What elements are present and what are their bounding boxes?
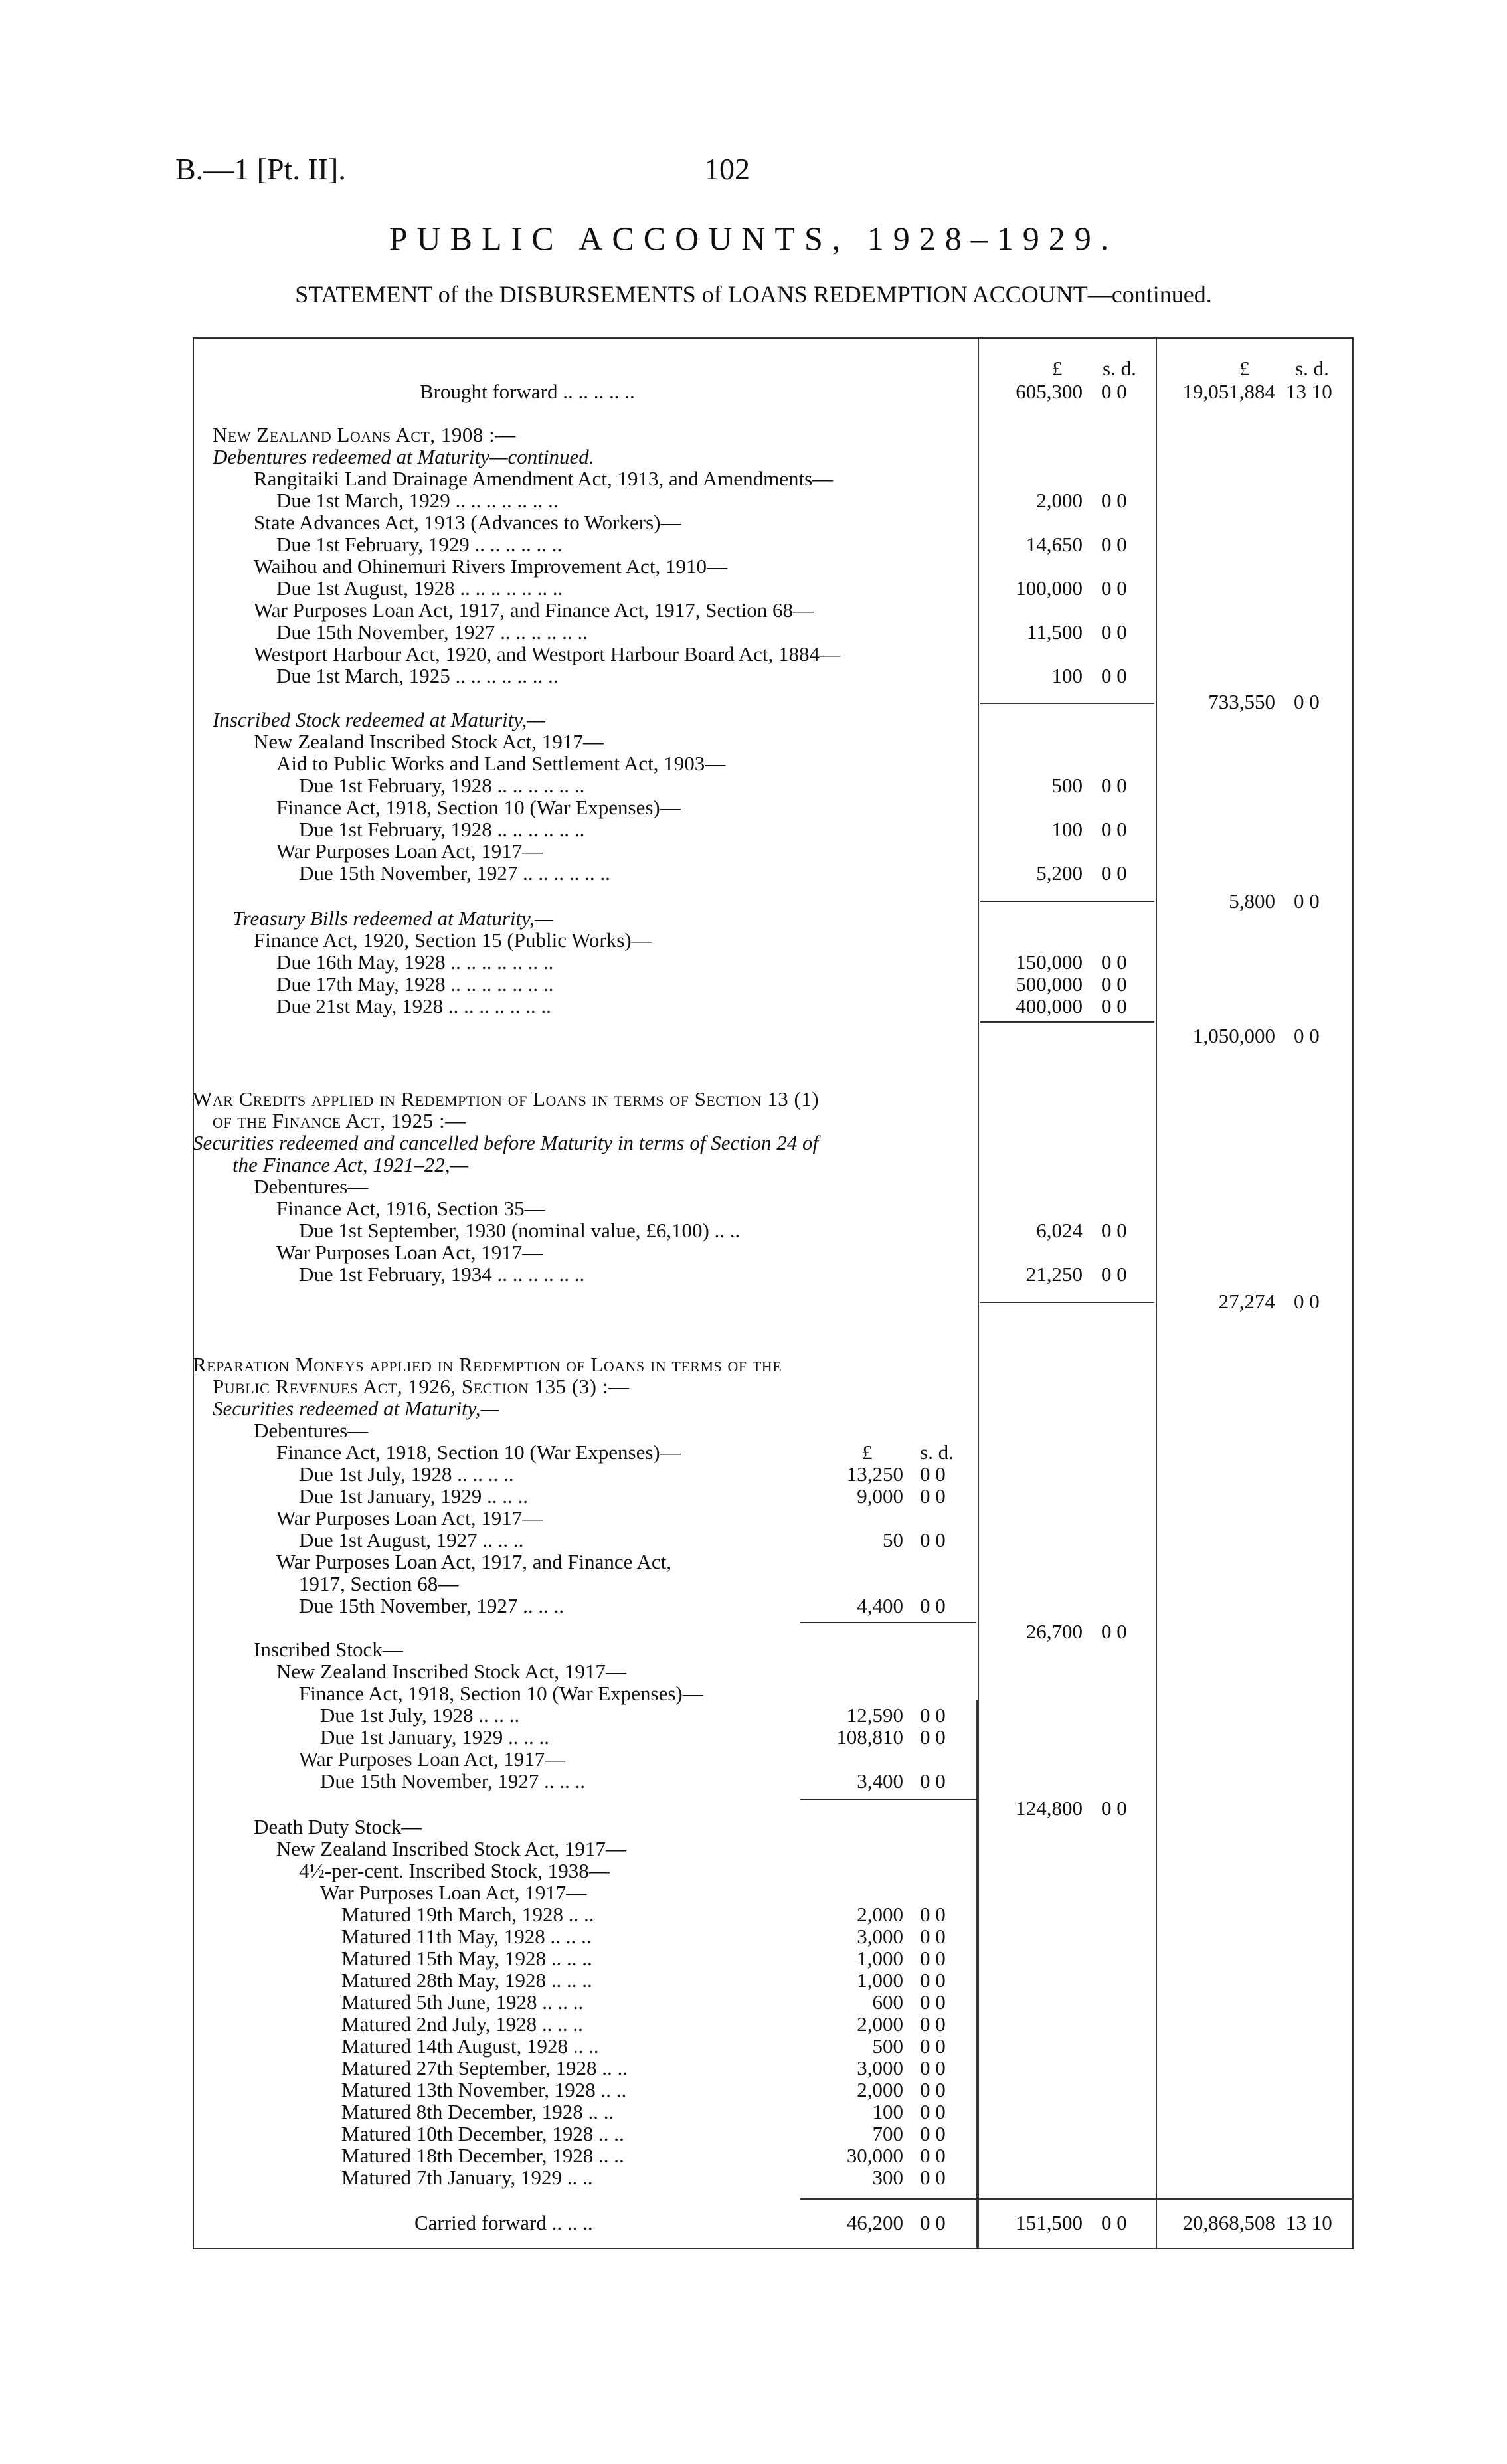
matured-amount-sd: 0 0 <box>920 2056 946 2079</box>
amount: 6,024 <box>1036 1219 1083 1242</box>
amount-sd: 0 0 <box>1101 533 1127 556</box>
inner-subtotal-rule <box>800 1799 976 1800</box>
inner-amount: 4,400 <box>857 1594 903 1617</box>
matured-row: Matured 7th January, 1929 .. .. <box>341 2166 593 2189</box>
col-header-pounds-2: £ <box>1239 357 1250 380</box>
entry-line: Due 1st August, 1927 .. .. .. <box>299 1528 524 1551</box>
subgroup-total: 26,700 <box>1025 1620 1083 1643</box>
page-reference: B.—1 [Pt. II]. <box>175 152 346 186</box>
section-total: 5,800 <box>1229 889 1275 913</box>
inner-amount-sd: 0 0 <box>920 1484 946 1508</box>
amount: 100,000 <box>1016 576 1083 600</box>
amount-sd: 0 0 <box>1101 972 1127 996</box>
section-total-sd: 0 0 <box>1294 690 1320 713</box>
section-total: 733,550 <box>1208 690 1275 713</box>
entry-line: War Purposes Loan Act, 1917, and Finance Act, <box>276 1550 671 1573</box>
page-title: PUBLIC ACCOUNTS, 1928–1929. <box>389 220 1118 257</box>
amount: 100 <box>1051 664 1083 687</box>
entry-line: Finance Act, 1918, Section 10 (War Expenses)— <box>276 1441 681 1464</box>
entry-line: Due 1st July, 1928 .. .. .. <box>320 1704 520 1727</box>
matured-amount: 600 <box>872 1990 903 2014</box>
carried-forward-inner-amount: 46,200 <box>846 2211 903 2234</box>
matured-amount: 30,000 <box>846 2144 903 2167</box>
matured-row: Matured 2nd July, 1928 .. .. .. <box>341 2012 583 2036</box>
matured-row: Matured 14th August, 1928 .. .. <box>341 2034 599 2058</box>
subgroup-total-sd: 0 0 <box>1101 1620 1127 1643</box>
entry-line: State Advances Act, 1913 (Advances to Workers)— <box>254 511 681 534</box>
matured-amount-sd: 0 0 <box>920 2078 946 2101</box>
amount-sd: 0 0 <box>1101 818 1127 841</box>
amount-sd: 0 0 <box>1101 489 1127 512</box>
section-sub-debentures: Debentures redeemed at Maturity—continued. <box>213 445 594 468</box>
inner-amount-sd: 0 0 <box>920 1462 946 1486</box>
inner-amount-sd: 0 0 <box>920 1725 946 1749</box>
entry-line: Due 15th November, 1927 .. .. .. <box>299 1594 565 1617</box>
entry-line: War Purposes Loan Act, 1917, and Finance Act, 1917, Section 68— <box>254 598 814 622</box>
matured-row: Matured 11th May, 1928 .. .. .. <box>341 1925 592 1948</box>
subgroup-total: 124,800 <box>1016 1797 1083 1820</box>
matured-amount-sd: 0 0 <box>920 1969 946 1992</box>
entry-line: War Purposes Loan Act, 1917— <box>320 1881 587 1904</box>
inner-amount: 9,000 <box>857 1484 903 1508</box>
matured-amount-sd: 0 0 <box>920 2034 946 2058</box>
inner-amount-sd: 0 0 <box>920 1769 946 1793</box>
entry-line: Due 1st January, 1929 .. .. .. <box>320 1725 549 1749</box>
matured-row: Matured 19th March, 1928 .. .. <box>341 1903 594 1926</box>
section-sub-securities-cont: the Finance Act, 1921–22,— <box>232 1153 469 1176</box>
matured-amount-sd: 0 0 <box>920 1990 946 2014</box>
section-total-sd: 0 0 <box>1294 889 1320 913</box>
entry-line: War Purposes Loan Act, 1917— <box>276 839 543 863</box>
section-heading-reparation: Reparation Moneys applied in Redemption of Loans in terms of the <box>193 1353 782 1376</box>
matured-amount-sd: 0 0 <box>920 1903 946 1926</box>
amount: 400,000 <box>1016 994 1083 1017</box>
entry-line: War Purposes Loan Act, 1917— <box>299 1747 566 1771</box>
entry-line: Due 1st February, 1934 .. .. .. .. .. .. <box>299 1263 585 1286</box>
col-header-sd-2: s. d. <box>1295 357 1329 380</box>
matured-amount: 3,000 <box>857 1925 903 1948</box>
section-sub-securities: Securities redeemed at Maturity,— <box>213 1397 499 1420</box>
inner-amount: 12,590 <box>846 1704 903 1727</box>
amount-sd: 0 0 <box>1101 994 1127 1017</box>
entry-line: Due 1st February, 1928 .. .. .. .. .. .. <box>299 774 585 797</box>
column-rule-1 <box>978 337 979 2248</box>
matured-amount-sd: 0 0 <box>920 1925 946 1948</box>
entry-line: Rangitaiki Land Drainage Amendment Act, 1913, and Amendments— <box>254 467 834 490</box>
inner-amount-sd: 0 0 <box>920 1528 946 1551</box>
subtotal-rule <box>980 1302 1154 1303</box>
section-heading-nz-loans-act: New Zealand Loans Act, 1908 :— <box>213 423 516 446</box>
brought-forward-label: Brought forward .. .. .. .. .. <box>420 380 635 403</box>
matured-row: Matured 8th December, 1928 .. .. <box>341 2100 614 2123</box>
matured-row: Matured 15th May, 1928 .. .. .. <box>341 1947 592 1970</box>
section-sub-treasury-bills: Treasury Bills redeemed at Maturity,— <box>232 907 553 930</box>
amount: 14,650 <box>1025 533 1083 556</box>
entry-line: Due 15th November, 1927 .. .. .. <box>320 1769 586 1793</box>
amount: 21,250 <box>1025 1263 1083 1286</box>
entry-line: New Zealand Inscribed Stock Act, 1917— <box>254 730 604 753</box>
page-number: 102 <box>704 152 750 186</box>
matured-amount: 100 <box>872 2100 903 2123</box>
entry-line: Due 17th May, 1928 .. .. .. .. .. .. .. <box>276 972 554 996</box>
entry-line: Due 15th November, 1927 .. .. .. .. .. .. <box>299 861 610 885</box>
entry-line: Death Duty Stock— <box>254 1815 422 1838</box>
entry-line: New Zealand Inscribed Stock Act, 1917— <box>276 1660 626 1683</box>
matured-amount: 1,000 <box>857 1969 903 1992</box>
entry-line: Waihou and Ohinemuri Rivers Improvement Act, 1910— <box>254 555 727 578</box>
entry-line: Due 1st January, 1929 .. .. .. <box>299 1484 528 1508</box>
matured-amount: 700 <box>872 2122 903 2145</box>
amount: 500,000 <box>1016 972 1083 996</box>
carried-forward-amount-1: 151,500 <box>1016 2211 1083 2234</box>
matured-amount: 1,000 <box>857 1947 903 1970</box>
matured-amount: 3,000 <box>857 2056 903 2079</box>
entry-line: Due 1st September, 1930 (nominal value, £6,100) .. .. <box>299 1219 741 1242</box>
amount: 100 <box>1051 818 1083 841</box>
matured-row: Matured 28th May, 1928 .. .. .. <box>341 1969 592 1992</box>
inner-subtotal-rule <box>800 1622 976 1623</box>
inner-column-rule <box>976 1700 978 2248</box>
section-sub-inscribed-stock: Inscribed Stock redeemed at Maturity,— <box>213 708 545 731</box>
entry-line: Due 1st August, 1928 .. .. .. .. .. .. .. <box>276 576 563 600</box>
inner-amount: 108,810 <box>836 1725 903 1749</box>
matured-amount: 2,000 <box>857 2078 903 2101</box>
matured-amount: 300 <box>872 2166 903 2189</box>
carried-forward-sd-1: 0 0 <box>1101 2211 1127 2234</box>
brought-forward-sd-1: 0 0 <box>1101 380 1127 403</box>
matured-amount: 2,000 <box>857 2012 903 2036</box>
section-sub-securities: Securities redeemed and cancelled before Maturity in terms of Section 24 of <box>193 1131 819 1154</box>
subgroup-total-sd: 0 0 <box>1101 1797 1127 1820</box>
matured-row: Matured 27th September, 1928 .. .. <box>341 2056 628 2079</box>
entry-line: Finance Act, 1918, Section 10 (War Expenses)— <box>276 796 681 819</box>
amount-sd: 0 0 <box>1101 620 1127 644</box>
inner-col-header-sd: s. d. <box>920 1441 954 1464</box>
entry-line: Inscribed Stock— <box>254 1638 403 1661</box>
entry-line: 1917, Section 68— <box>299 1572 459 1595</box>
matured-amount-sd: 0 0 <box>920 1947 946 1970</box>
subtotal-rule <box>980 901 1154 902</box>
entry-line: Due 1st March, 1929 .. .. .. .. .. .. .. <box>276 489 559 512</box>
carried-forward-label: Carried forward .. .. .. <box>414 2211 593 2234</box>
col-header-sd-1: s. d. <box>1103 357 1136 380</box>
inner-amount: 3,400 <box>857 1769 903 1793</box>
amount-sd: 0 0 <box>1101 576 1127 600</box>
amount-sd: 0 0 <box>1101 861 1127 885</box>
matured-amount: 2,000 <box>857 1903 903 1926</box>
section-total: 27,274 <box>1218 1290 1275 1313</box>
matured-amount: 500 <box>872 2034 903 2058</box>
brought-forward-sd-2: 13 10 <box>1286 380 1332 403</box>
entry-line: Westport Harbour Act, 1920, and Westport Harbour Board Act, 1884— <box>254 642 840 665</box>
statement-subtitle: STATEMENT of the DISBURSEMENTS of LOANS REDEMPTION ACCOUNT—continued. <box>295 281 1212 308</box>
section-heading-reparation-cont: Public Revenues Act, 1926, Section 135 (3) :— <box>213 1375 630 1398</box>
entry-line: Due 16th May, 1928 .. .. .. .. .. .. .. <box>276 950 554 974</box>
matured-amount-sd: 0 0 <box>920 2100 946 2123</box>
entry-line: Due 21st May, 1928 .. .. .. .. .. .. .. <box>276 994 551 1017</box>
matured-row: Matured 10th December, 1928 .. .. <box>341 2122 624 2145</box>
inner-amount-sd: 0 0 <box>920 1594 946 1617</box>
amount: 500 <box>1051 774 1083 797</box>
entry-line: War Purposes Loan Act, 1917— <box>276 1506 543 1530</box>
section-heading-war-credits: War Credits applied in Redemption of Loans in terms of Section 13 (1) <box>193 1087 820 1110</box>
amount: 5,200 <box>1036 861 1083 885</box>
section-total-sd: 0 0 <box>1294 1024 1320 1047</box>
amount-sd: 0 0 <box>1101 664 1127 687</box>
carried-forward-rule <box>800 2198 1352 2200</box>
carried-forward-inner-sd: 0 0 <box>920 2211 946 2234</box>
inner-amount: 13,250 <box>846 1462 903 1486</box>
carried-forward-amount-2: 20,868,508 <box>1182 2211 1275 2234</box>
inner-amount: 50 <box>883 1528 903 1551</box>
entry-line: Debentures— <box>254 1419 369 1442</box>
entry-line: War Purposes Loan Act, 1917— <box>276 1241 543 1264</box>
entry-line: Due 15th November, 1927 .. .. .. .. .. .. <box>276 620 588 644</box>
subtotal-rule <box>980 1021 1154 1023</box>
brought-forward-amount-1: 605,300 <box>1016 380 1083 403</box>
matured-row: Matured 5th June, 1928 .. .. .. <box>341 1990 584 2014</box>
carried-forward-sd-2: 13 10 <box>1286 2211 1332 2234</box>
subtotal-rule <box>980 703 1154 704</box>
entry-line: Due 1st February, 1929 .. .. .. .. .. .. <box>276 533 563 556</box>
entry-line: Due 1st March, 1925 .. .. .. .. .. .. .. <box>276 664 559 687</box>
section-total: 1,050,000 <box>1193 1024 1275 1047</box>
matured-row: Matured 18th December, 1928 .. .. <box>341 2144 624 2167</box>
amount-sd: 0 0 <box>1101 774 1127 797</box>
matured-amount-sd: 0 0 <box>920 2122 946 2145</box>
entry-line: New Zealand Inscribed Stock Act, 1917— <box>276 1837 626 1860</box>
matured-amount-sd: 0 0 <box>920 2012 946 2036</box>
col-header-pounds-1: £ <box>1052 357 1063 380</box>
matured-row: Matured 13th November, 1928 .. .. <box>341 2078 627 2101</box>
amount-sd: 0 0 <box>1101 950 1127 974</box>
section-heading-war-credits-cont: of the Finance Act, 1925 :— <box>213 1109 466 1132</box>
entry-line: Aid to Public Works and Land Settlement Act, 1903— <box>276 752 726 775</box>
entry-line: Finance Act, 1918, Section 10 (War Expenses)— <box>299 1682 703 1705</box>
amount-sd: 0 0 <box>1101 1219 1127 1242</box>
entry-line: Due 1st February, 1928 .. .. .. .. .. .. <box>299 818 585 841</box>
matured-amount-sd: 0 0 <box>920 2144 946 2167</box>
entry-line: 4½-per-cent. Inscribed Stock, 1938— <box>299 1859 610 1882</box>
entry-line: Finance Act, 1920, Section 15 (Public Works)— <box>254 928 652 952</box>
amount: 2,000 <box>1036 489 1083 512</box>
amount: 11,500 <box>1026 620 1083 644</box>
amount: 150,000 <box>1016 950 1083 974</box>
section-total-sd: 0 0 <box>1294 1290 1320 1313</box>
amount-sd: 0 0 <box>1101 1263 1127 1286</box>
entry-line: Debentures— <box>254 1175 369 1198</box>
inner-amount-sd: 0 0 <box>920 1704 946 1727</box>
matured-amount-sd: 0 0 <box>920 2166 946 2189</box>
entry-line: Finance Act, 1916, Section 35— <box>276 1197 545 1220</box>
inner-col-header-pounds: £ <box>862 1441 873 1464</box>
entry-line: Due 1st July, 1928 .. .. .. .. <box>299 1462 514 1486</box>
brought-forward-amount-2: 19,051,884 <box>1182 380 1275 403</box>
